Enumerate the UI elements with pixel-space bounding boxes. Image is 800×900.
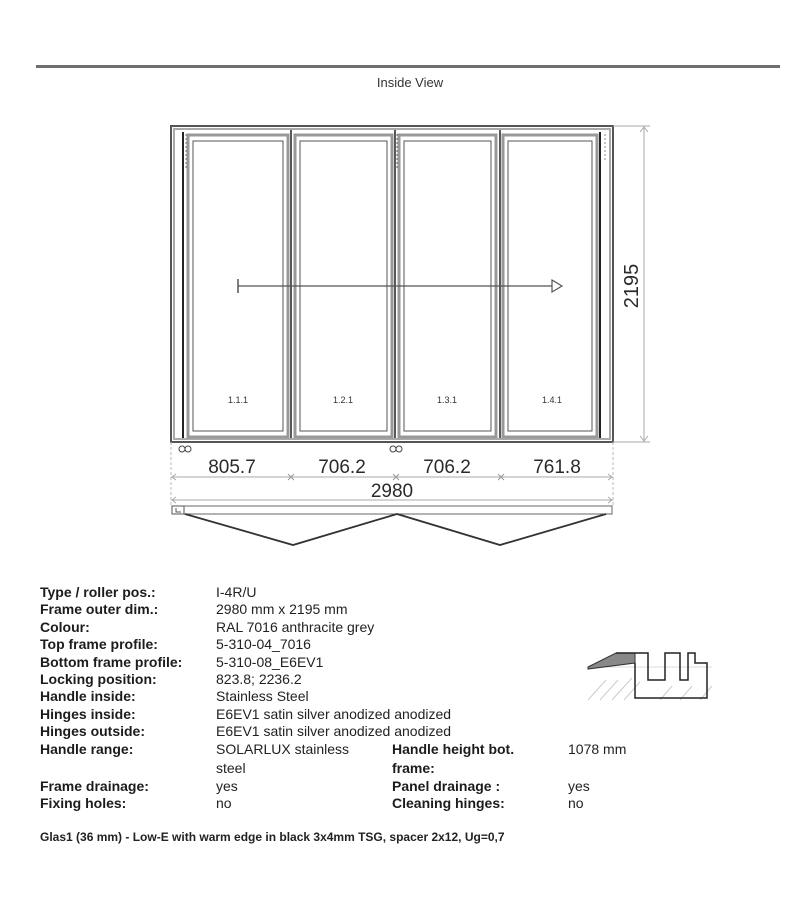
panel-width-4: 761.8 [533,457,581,478]
total-width: 2980 [370,481,414,502]
height-dimension-value: 2195 [621,263,643,309]
panel-width-1: 805.7 [208,457,256,478]
hinge-icon [179,446,402,452]
height-dimension [613,126,650,442]
plan-view-fold-diagram [172,506,612,545]
panel-label-3: 1.3.1 [436,395,458,405]
panel-label-4: 1.4.1 [541,395,563,405]
panel-label-2: 1.2.1 [332,395,354,405]
panel-width-2: 706.2 [318,457,366,478]
panel-width-3: 706.2 [423,457,471,478]
bottom-profile-section-icon [588,653,712,700]
view-title: Inside View [376,75,444,90]
glass-specification: Glas1 (36 mm) - Low-E with warm edge in black 3x4mm TSG, spacer 2x12, Ug=0,7 [40,830,505,844]
panel-label-1: 1.1.1 [227,395,249,405]
